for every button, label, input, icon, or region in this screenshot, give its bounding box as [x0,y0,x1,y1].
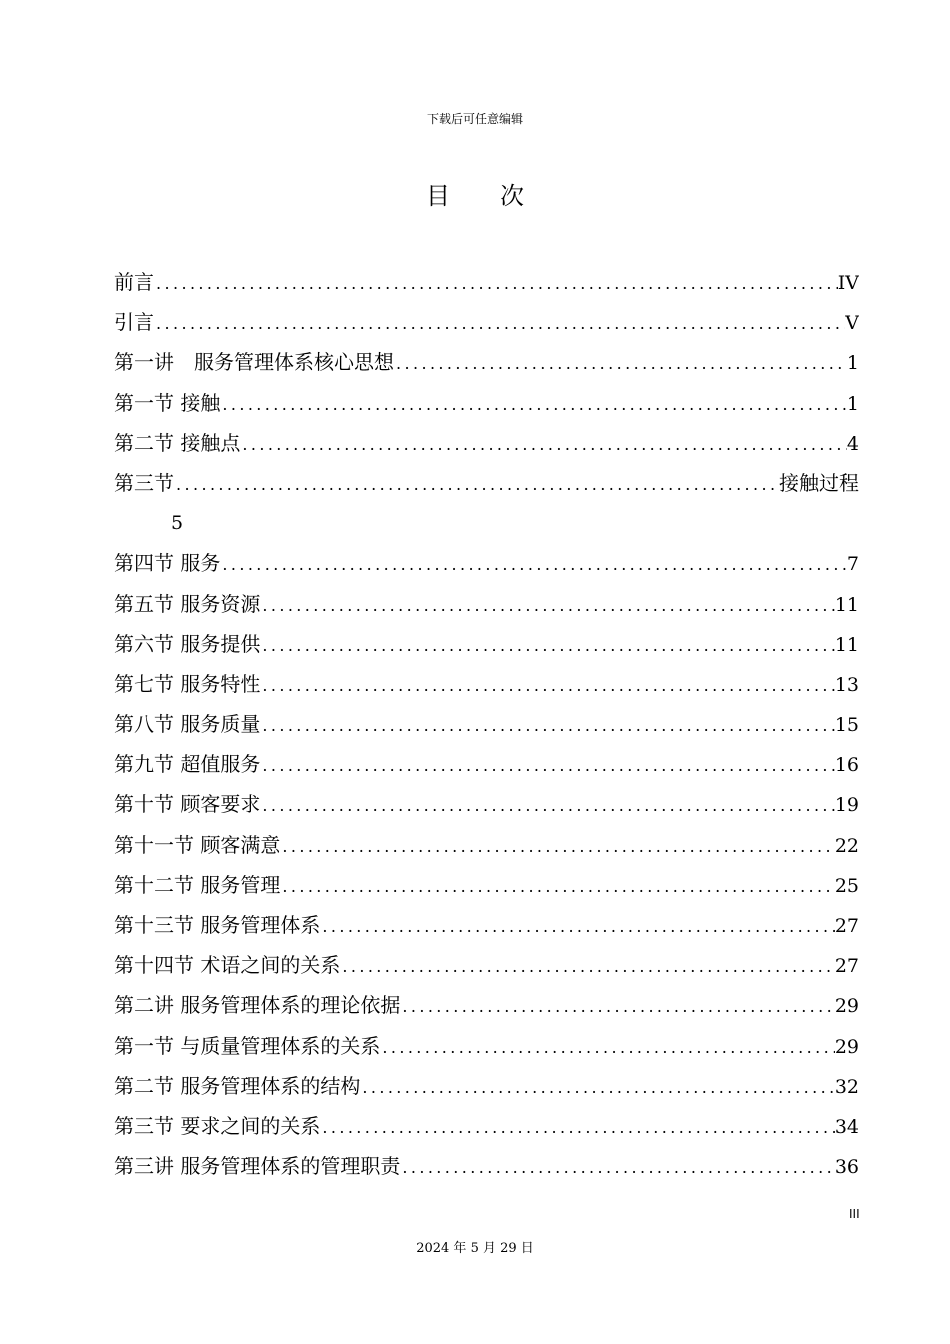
toc-entry-page: 11 [834,593,859,616]
toc-leader-dots [362,1068,834,1106]
toc-entry[interactable] [114,1026,859,1066]
toc-entry[interactable] [114,945,859,985]
toc-entry[interactable] [114,865,859,905]
toc-entry-page: 36 [834,1156,859,1179]
toc-leader-dots [262,626,834,664]
toc-entry-label: 第三讲 服务管理体系的管理职责 [114,1154,401,1179]
toc-entry[interactable] [114,463,859,503]
toc-entry-label: 第一节 接触 [114,390,221,415]
toc-entry[interactable] [114,985,859,1025]
page-number: III [849,1207,860,1221]
toc-entry-page: 13 [834,673,859,696]
toc-entry-label: 第三节 [114,470,174,495]
toc-entry-label: 前言 [114,270,154,294]
toc-entry[interactable] [114,1146,859,1186]
toc-entry-label: 第一讲 服务管理体系核心思想 [114,350,394,375]
toc-entry-page: IV [837,272,859,294]
toc-entry-page: V [845,312,859,335]
toc-entry-page: 27 [834,955,859,978]
toc-entry-page-wrapped: 5 [171,512,184,535]
toc-leader-dots [262,746,834,784]
toc-leader-dots [242,425,847,463]
toc-entry-label: 第三节 要求之间的关系 [114,1113,321,1138]
toc-leader-dots [222,385,847,423]
toc-entry[interactable] [114,704,859,744]
toc-entry[interactable] [114,905,859,945]
toc-leader-dots [222,545,847,583]
toc-entry-page: 29 [834,995,859,1018]
toc-leader-dots [396,344,847,382]
toc-title-char-1: 目 [426,182,450,210]
toc-entry-page: 接触过程 [779,470,859,495]
toc-entry-label: 第十四节 术语之间的关系 [114,953,341,978]
toc-leader-dots [402,987,834,1025]
toc-entry-page: 7 [846,553,859,576]
toc-entry-page: 1 [846,352,859,375]
toc-leader-dots [382,1028,834,1066]
toc-entry-page: 22 [834,834,859,857]
table-of-contents [114,262,859,1186]
toc-entry-page: 1 [846,392,859,415]
toc-entry-label: 第二节 服务管理体系的结构 [114,1073,361,1098]
toc-entry[interactable] [114,543,859,583]
toc-leader-dots [156,304,845,342]
toc-leader-dots [262,666,834,704]
toc-entry[interactable] [114,825,859,865]
toc-entry-label: 第十节 顾客要求 [114,792,261,817]
toc-leader-dots [282,867,834,905]
toc-entry-page: 11 [834,633,859,656]
toc-entry-page: 4 [846,432,859,455]
header-note: 下载后可任意编辑 [426,112,523,126]
toc-entry-page: 15 [834,714,859,737]
toc-entry-page: 34 [834,1115,859,1138]
toc-entry-page: 27 [834,915,859,937]
footer-date: 2024 年 5 月 29 日 [416,1241,534,1256]
toc-entry-page: 16 [834,754,859,777]
toc-entry-page: 29 [834,1035,859,1058]
toc-entry-label: 引言 [114,310,154,335]
toc-leader-dots [342,947,834,985]
toc-leader-dots [262,586,834,624]
toc-leader-dots [176,465,779,503]
toc-leader-dots [322,907,834,945]
toc-entry[interactable] [114,262,859,302]
toc-entry-page: 25 [834,874,859,897]
toc-leader-dots [282,827,834,865]
toc-entry-label: 第九节 超值服务 [114,752,261,777]
toc-entry-label: 第十一节 顾客满意 [114,832,281,857]
toc-leader-dots [262,786,834,824]
toc-entry[interactable] [114,744,859,784]
toc-leader-dots [262,706,834,744]
toc-entry[interactable] [114,342,859,382]
toc-leader-dots [322,1108,834,1146]
toc-entry[interactable] [114,423,859,463]
toc-entry[interactable] [114,1106,859,1146]
toc-entry[interactable] [114,624,859,664]
toc-entry[interactable] [114,302,859,342]
toc-entry-label: 第五节 服务资源 [114,591,261,616]
toc-title-char-2: 次 [500,182,524,210]
toc-leader-dots [156,264,838,302]
toc-title [0,180,950,212]
toc-entry-label: 第六节 服务提供 [114,631,261,656]
toc-entry-page: 32 [834,1075,859,1098]
toc-entry[interactable] [114,584,859,624]
toc-entry-label: 第四节 服务 [114,551,221,576]
toc-entry-label: 第一节 与质量管理体系的关系 [114,1033,381,1058]
toc-entry-label: 第十二节 服务管理 [114,872,281,897]
toc-entry-label: 第八节 服务质量 [114,712,261,737]
toc-entry-label: 第十三节 服务管理体系 [114,913,321,937]
toc-entry[interactable] [114,1066,859,1106]
toc-entry-page: 19 [834,794,859,817]
toc-entry-label: 第七节 服务特性 [114,671,261,696]
toc-entry[interactable] [114,784,859,824]
toc-leader-dots [402,1148,834,1186]
toc-entry[interactable] [114,383,859,423]
toc-entry[interactable] [114,664,859,704]
toc-entry-label: 第二讲 服务管理体系的理论依据 [114,993,401,1018]
toc-entry-label: 第二节 接触点 [114,430,241,455]
